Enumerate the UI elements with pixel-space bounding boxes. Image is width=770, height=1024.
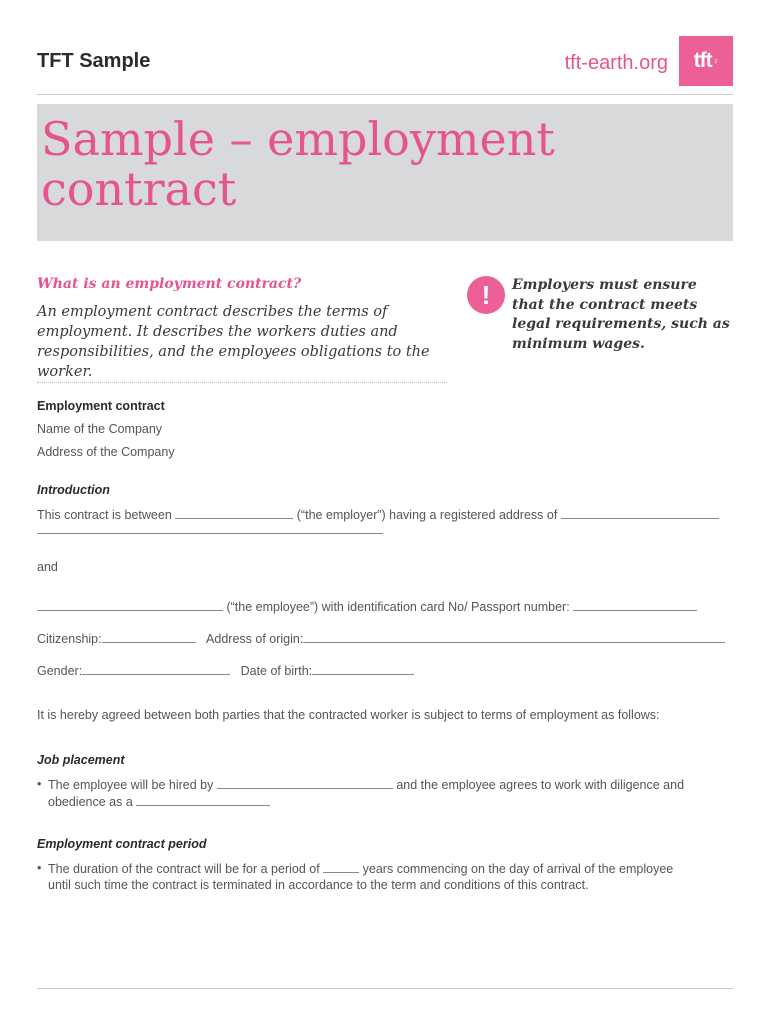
position-blank[interactable] [136,793,270,806]
contract-period-bullet [37,860,717,893]
citizenship-label: Citizenship: [37,632,102,646]
agreement-text: It is hereby agreed between both parties that the contracted worker is subject to terms of employment as follows: [37,708,660,722]
intro-question: What is an employment contract? [37,276,302,292]
employer-blank[interactable] [175,506,293,519]
title-banner [37,104,733,241]
diligence-label: and the employee agrees to work with diligence and [396,778,685,792]
job-placement-bullet [37,776,717,810]
bullet-dot: • [37,777,42,791]
employee-line [37,598,697,614]
between-label: This contract is between [37,508,172,522]
citizenship-line [37,630,725,646]
footer-divider [37,988,733,989]
obedience-label: obedience as a [48,795,133,809]
company-address-label: Address of the Company [37,445,175,459]
intro-divider [37,382,447,383]
document-header-title: TFT Sample [37,50,151,72]
citizenship-blank[interactable] [102,630,196,643]
passport-blank[interactable] [573,598,697,611]
termination-label: until such time the contract is terminated in accordance to the term and conditions of this contract. [48,878,589,892]
years-label: years commencing on the day of arrival of the employee [362,862,674,876]
tft-logo [679,36,733,86]
gender-label: Gender: [37,664,83,678]
header-divider [37,94,733,95]
duration-blank[interactable] [323,860,359,873]
and-label: and [37,560,58,574]
gender-line [37,662,414,678]
exclamation-icon [467,276,505,314]
employer-address-blank-2[interactable] [37,533,383,534]
bullet-dot: • [37,861,42,875]
contract-heading: Employment contract [37,399,165,413]
dob-label: Date of birth: [240,664,313,678]
site-link[interactable]: tft-earth.org [564,52,668,74]
hired-by-label: The employee will be hired by [48,778,214,792]
dob-blank[interactable] [312,662,414,675]
hired-by-blank[interactable] [217,776,393,789]
company-name-label: Name of the Company [37,422,163,436]
exclamation-glyph: ! [481,279,491,310]
legal-notice: Employers must ensure that the contract meets legal requirements, such as minimum wages. [512,277,730,352]
address-origin-label: Address of origin: [206,632,304,646]
page-title: Sample – employment contract [41,112,555,216]
introduction-heading: Introduction [37,483,110,497]
contract-period-heading: Employment contract period [37,837,207,851]
gender-blank[interactable] [82,662,230,675]
employer-label: (“the employer”) having a registered address of [296,508,558,522]
intro-line-1 [37,506,719,522]
address-origin-blank[interactable] [303,630,725,643]
job-placement-heading: Job placement [37,753,125,767]
intro-answer: An employment contract describes the terms of employment. It describes the workers duties and responsibilities, and the employees obligations to the worker. [37,304,430,380]
employer-address-blank[interactable] [561,506,719,519]
employee-label: (“the employee”) with identification card No/ Passport number: [226,600,570,614]
logo-text: tft [693,49,712,72]
logo-mark: ♀ [712,56,719,66]
employee-name-blank[interactable] [37,598,223,611]
duration-label: The duration of the contract will be for a period of [48,862,320,876]
